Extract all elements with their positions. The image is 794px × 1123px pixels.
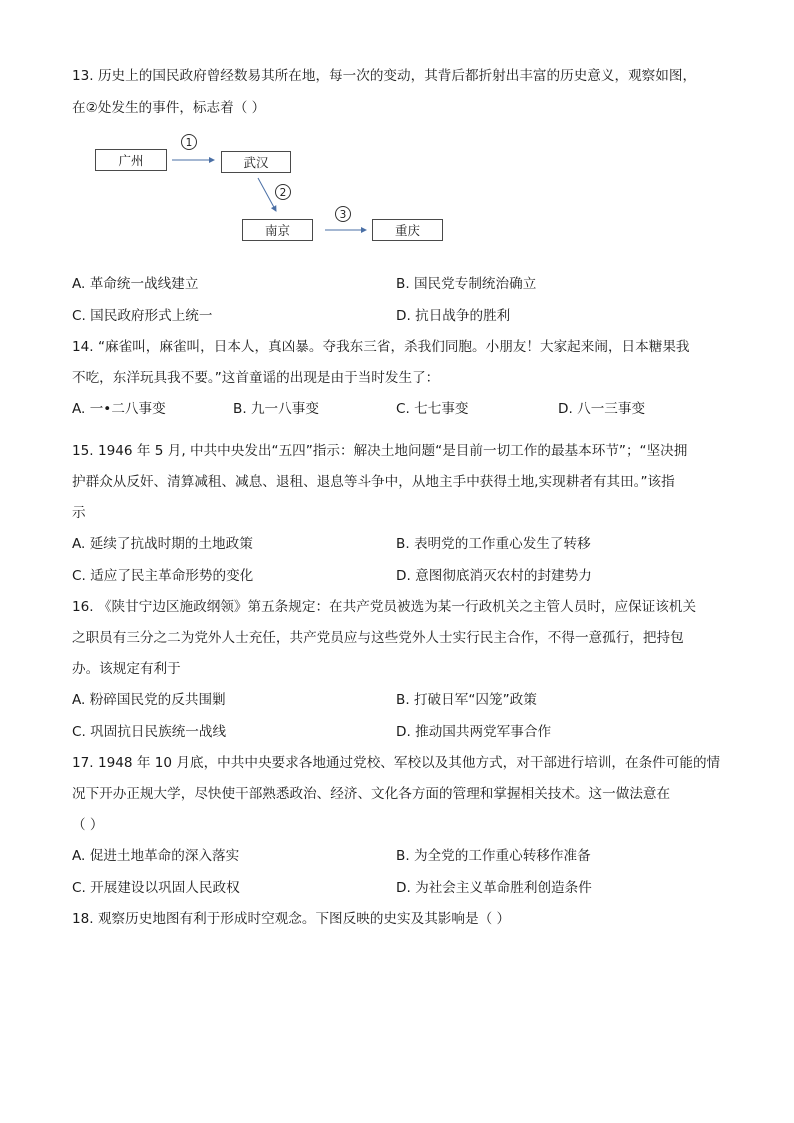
q13-stem-line2: 在②处发生的事件，标志着（ ） [72,100,266,116]
q15-stem-line2: 护群众从反奸、清算减租、减息、退租、退息等斗争中，从地主手中获得土地,实现耕者有其田。”该指 [72,474,675,490]
q16-stem-line2: 之职员有三分之二为党外人士充任，共产党员应与这些党外人士实行民主合作，不得一意孤行，把持包 [72,630,684,646]
q17-stem-line1: 17. 1948 年 10 月底，中共中央要求各地通过党校、军校以及其他方式，对干部进行培训，在条件可能的情 [72,755,721,771]
q17-option-c[interactable]: C. 开展建设以巩固人民政权 [72,880,240,896]
q14-stem-line1: 14. “麻雀叫，麻雀叫，日本人，真凶暴。夺我东三省，杀我们同胞。小朋友！大家起来闹，日本糖果我 [72,339,690,355]
q14-stem-line2: 不吃，东洋玩具我不要。”这首童谣的出现是由于当时发生了： [72,370,440,386]
q16-option-b[interactable]: B. 打破日军“囚笼”政策 [396,692,537,708]
q15-stem-line1: 15. 1946 年 5 月, 中共中央发出“五四”指示：解决土地问题“是目前一切工作的最基本环节”；“坚决拥 [72,443,688,459]
q17-stem-line2: 况下开办正规大学，尽快使干部熟悉政治、经济、文化各方面的管理和掌握相关技术。这一做法意在 [72,786,671,802]
step-marker-1: 1 [181,134,197,150]
box-guangzhou: 广州 [95,149,167,171]
q13-stem-line1: 13. 历史上的国民政府曾经数易其所在地，每一次的变动，其背后都折射出丰富的历史意义，观察如图， [72,68,697,84]
q17-option-d[interactable]: D. 为社会主义革命胜利创造条件 [396,880,592,896]
q14-option-a[interactable]: A. 一•二八事变 [72,401,166,417]
arrow-2 [258,178,276,211]
q14-option-b[interactable]: B. 九一八事变 [233,401,319,417]
q16-option-a[interactable]: A. 粉碎国民党的反共围剿 [72,692,226,708]
q13-option-b[interactable]: B. 国民党专制统治确立 [396,276,537,292]
q15-option-a[interactable]: A. 延续了抗战时期的土地政策 [72,536,253,552]
q16-stem-line3: 办。该规定有利于 [72,661,181,677]
q13-option-a[interactable]: A. 革命统一战线建立 [72,276,199,292]
box-chongqing: 重庆 [372,219,443,241]
q14-option-c[interactable]: C. 七七事变 [396,401,469,417]
step-marker-3: 3 [335,206,351,222]
q15-stem-line3: 示 [72,505,86,521]
q14-option-d[interactable]: D. 八一三事变 [558,401,646,417]
box-wuhan: 武汉 [221,151,291,173]
q16-option-c[interactable]: C. 巩固抗日民族统一战线 [72,724,227,740]
q16-stem-line1: 16. 《陕甘宁边区施政纲领》第五条规定：在共产党员被选为某一行政机关之主管人员时，应保证该机关 [72,599,697,615]
q17-option-b[interactable]: B. 为全党的工作重心转移作准备 [396,848,591,864]
q15-option-c[interactable]: C. 适应了民主革命形势的变化 [72,568,254,584]
box-nanjing: 南京 [242,219,313,241]
q17-option-a[interactable]: A. 促进土地革命的深入落实 [72,848,240,864]
q15-option-b[interactable]: B. 表明党的工作重心发生了转移 [396,536,591,552]
step-marker-2: 2 [275,184,291,200]
q18-stem-line1: 18. 观察历史地图有利于形成时空观念。下图反映的史实及其影响是（ ） [72,911,511,927]
q15-option-d[interactable]: D. 意图彻底消灭农村的封建势力 [396,568,592,584]
q13-option-c[interactable]: C. 国民政府形式上统一 [72,308,213,324]
q16-option-d[interactable]: D. 推动国共两党军事合作 [396,724,552,740]
q17-stem-line3: （ ） [72,817,104,833]
q13-option-d[interactable]: D. 抗日战争的胜利 [396,308,511,324]
